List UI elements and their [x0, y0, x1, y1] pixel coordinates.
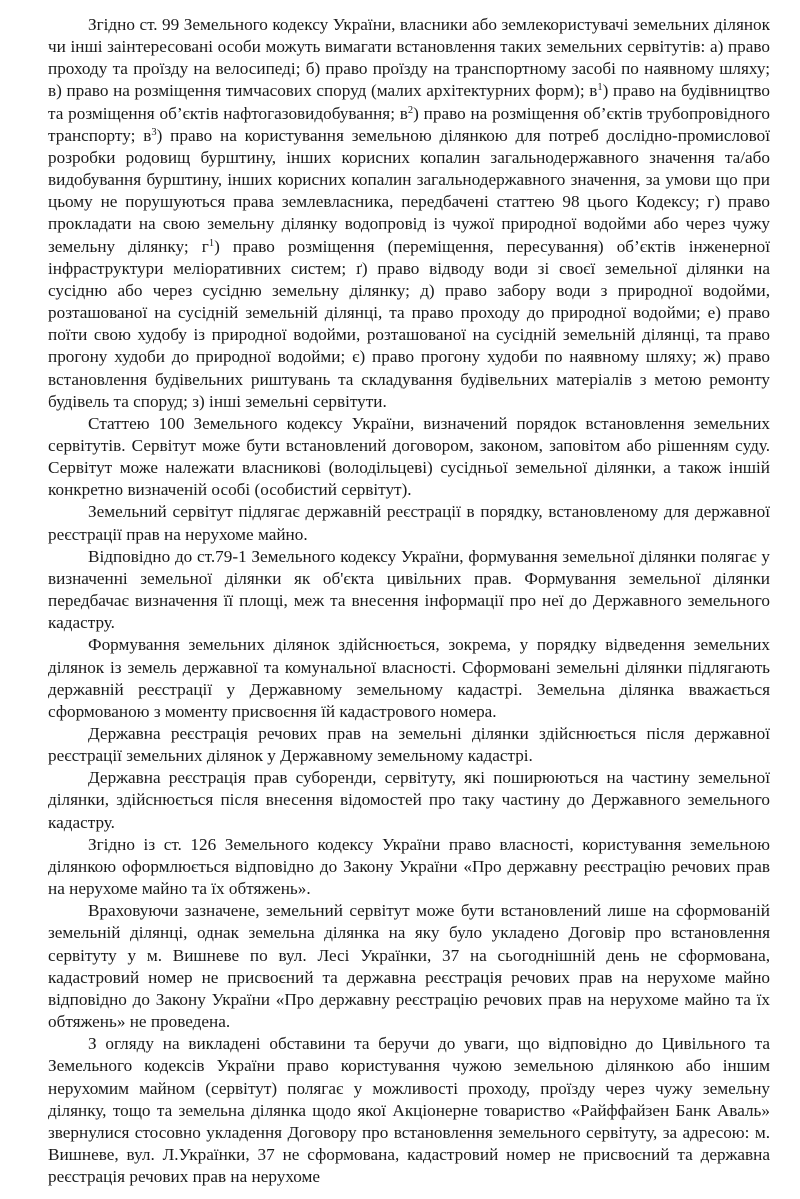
text-run: Згідно із ст. 126 Земельного кодексу України право власності, користування земельною ділянкою оформлюється відповідно до Закону України «Про державну реєстрацію речових прав на нерухоме майно та їх обтяжень». — [48, 834, 770, 899]
text-run: Державна реєстрація речових прав на земельні ділянки здійснюється після державної реєстрації земельних ділянок у Державному земельному кадастрі. — [48, 724, 770, 766]
superscript: 1 — [597, 82, 603, 94]
text-run: Земельний сервітут підлягає державній реєстрації в порядку, встановленому для державної реєстрації прав на нерухоме майно. — [48, 502, 770, 544]
superscript: 1 — [208, 237, 215, 249]
paragraph — [48, 546, 770, 635]
text-run: ) право розміщення (переміщення, пересування) об’єктів інженерної інфраструктури меліоративних систем; ґ) право відводу води зі своєї земельної ділянки на сусідню або через сусідню земельну ділянку; д) право забору води з природної водойми, розташованої на сусідній земельній ділянці, та право проходу до природної водойми; е) право поїти свою худобу із природної водойми, розташованої на сусідній земельній ділянці, та право прогону худоби до природної водойми; є) право прогону худоби по наявному шляху; ж) право встановлення будівельних риштувань та складування будівельних матеріалів з метою ремонту будівель та споруд; з) інші земельні сервітути. — [48, 236, 770, 411]
paragraph — [48, 14, 770, 413]
paragraph — [48, 834, 770, 900]
text-run: З огляду на викладені обставини та беручи до уваги, що відповідно до Цивільного та Земельного кодексів України право користування чужою земельною ділянкою або іншим нерухомим майном (сервітут) полягає у можливості проходу, проїзду через чужу земельну ділянку, тощо та земельна ділянка щодо якої Акціонерне товариство «Райффайзен Банк Аваль» звернулися стосовно укладення Договору про встановлення земельного сервітуту, за адресою: м. Вишневе, вул. Л.Українки, 37 не сформована, кадастровий номер не присвоєний та державна реєстрація речових прав на нерухоме — [48, 1034, 770, 1187]
text-run: ) право на розміщення об’єктів трубопровідного транспорту; в — [48, 103, 770, 145]
text-run: Статтею 100 Земельного кодексу України, визначений порядок встановлення земельних сервітутів. Сервітут може бути встановлений договором, законом, заповітом або рішенням суду. Сервітут може належати власникові (володільцеві) сусідньої земельної ділянки, а також іншій конкретно визначеній особі (особистий сервітут). — [48, 413, 770, 500]
document-body — [48, 14, 770, 1188]
paragraph — [48, 413, 770, 502]
text-run: Державна реєстрація прав суборенди, сервітуту, які поширюються на частину земельної ділянки, здійснюється після внесення відомостей про таку частину до Державного земельного кадастру. — [48, 768, 770, 832]
text-run: ) право на будівництво та розміщення об’єктів нафтогазовидобування; в — [48, 81, 770, 123]
paragraph — [48, 767, 770, 833]
paragraph — [48, 634, 770, 723]
paragraph — [48, 900, 770, 1033]
superscript: 2 — [407, 104, 414, 116]
superscript: 3 — [151, 126, 157, 138]
text-run: Згідно ст. 99 Земельного кодексу України, власники або землекористувачі земельних ділянок чи інші заінтересовані особи можуть вимагати встановлення таких земельних сервітутів: а) право проходу та проїзду на велосипеді; б) право проїзду на транспортному засобі по наявному шляху; в) право на розміщення тимчасових споруд (малих архітектурних форм); в — [48, 15, 770, 101]
paragraph — [48, 501, 770, 545]
paragraph — [48, 723, 770, 767]
text-run: Формування земельних ділянок здійснюється, зокрема, у порядку відведення земельних ділянок із земель державної та комунальної власності. Сформовані земельні ділянки підлягають державній реєстрації у Державному земельному кадастрі. Земельна ділянка вважається сформованою з моменту присвоєння їй кадастрового номера. — [48, 635, 770, 721]
text-run: Відповідно до ст.79-1 Земельного кодексу України, формування земельної ділянки полягає у визначенні земельної ділянки як об'єкта цивільних прав. Формування земельної ділянки передбачає визначення її площі, меж та внесення інформації про неї до Державного земельного кадастру. — [48, 546, 770, 633]
text-run: Враховуючи зазначене, земельний сервітут може бути встановлений лише на сформованій земельній ділянці, однак земельна ділянка на яку було укладено Договір про встановлення сервітуту у м. Вишневе по вул. Лесі Українки, 37 на сьогоднішній день не сформована, кадастровий номер не присвоєний та державна реєстрація речових прав на нерухоме майно відповідно до Закону України «Про державну реєстрацію речових прав на нерухоме майно та їх обтяжень» не проведена. — [48, 901, 770, 1032]
text-run: ) право на користування земельною ділянкою для потреб дослідно-промислової розробки родовищ бурштину, інших корисних копалин загальнодержавного значення та/або видобування бурштину, інших корисних копалин загальнодержавного значення, за умови що при цьому не порушуються права землевласника, передбачені статтею 98 цього Кодексу; г) право прокладати на свою земельну ділянку водопровід із чужої природної водойми або через чужу земельну ділянку; г — [48, 125, 770, 256]
paragraph — [48, 1033, 770, 1188]
